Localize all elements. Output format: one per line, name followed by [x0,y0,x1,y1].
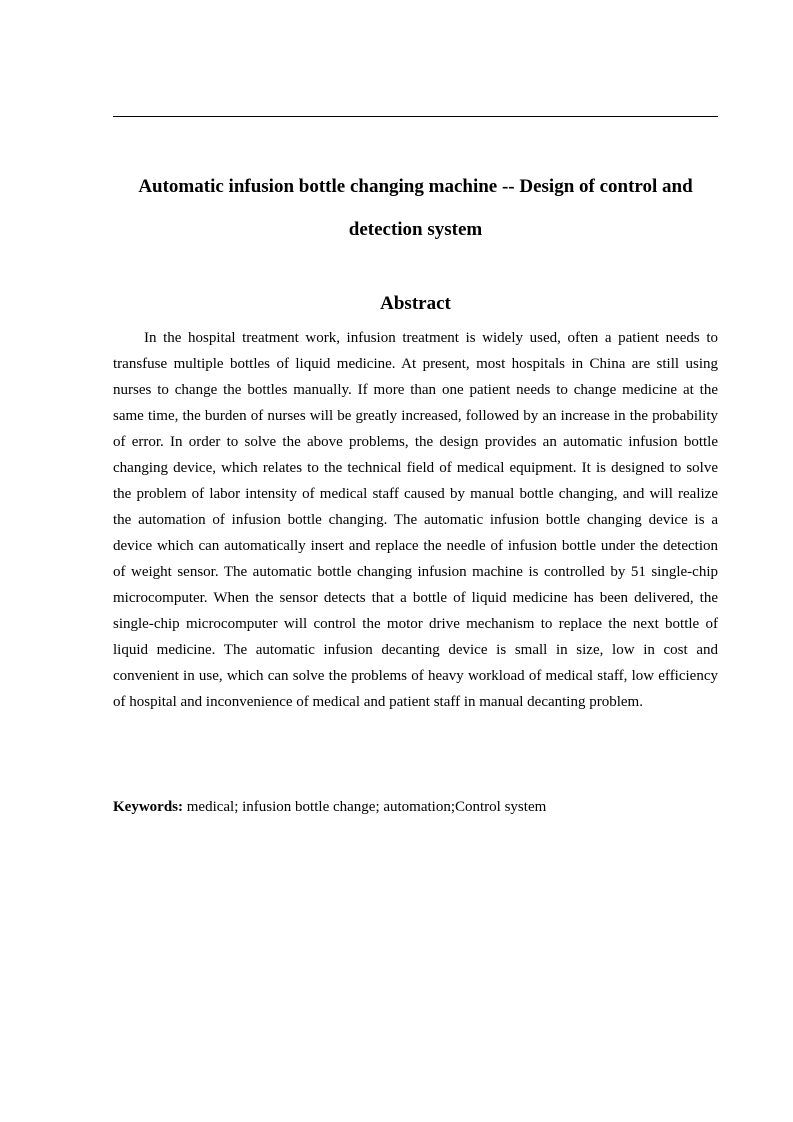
header-rule [113,116,718,117]
keywords-text: medical; infusion bottle change; automation;Control system [183,799,547,815]
abstract-paragraph: In the hospital treatment work, infusion treatment is widely used, often a patient needs to transfuse multiple bottles of liquid medicine. At present, most hospitals in China are still using nurses to change the bottles manually. If more than one patient needs to change medicine at the same time, the burden of nurses will be greatly increased, followed by an increase in the probability of error. In order to solve the above problems, the design provides an automatic infusion bottle changing device, which relates to the technical field of medical equipment. It is designed to solve the problem of labor intensity of medical staff caused by manual bottle changing, and will realize the automation of infusion bottle changing. The automatic infusion bottle changing device is a device which can automatically insert and replace the needle of infusion bottle under the detection of weight sensor. The automatic bottle changing infusion machine is controlled by 51 single-chip microcomputer. When the sensor detects that a bottle of liquid medicine has been delivered, the single-chip microcomputer will control the motor drive mechanism to replace the next bottle of liquid medicine. The automatic infusion decanting device is small in size, low in cost and convenient in use, which can solve the problems of heavy workload of medical staff, low efficiency of hospital and inconvenience of medical and patient staff in manual decanting problem. [113,330,718,710]
keywords-label: Keywords: [113,799,183,815]
abstract-heading: Abstract [380,293,451,314]
document-title: Automatic infusion bottle changing machine -- Design of control and detection system [138,176,693,240]
keywords-line [113,794,718,820]
